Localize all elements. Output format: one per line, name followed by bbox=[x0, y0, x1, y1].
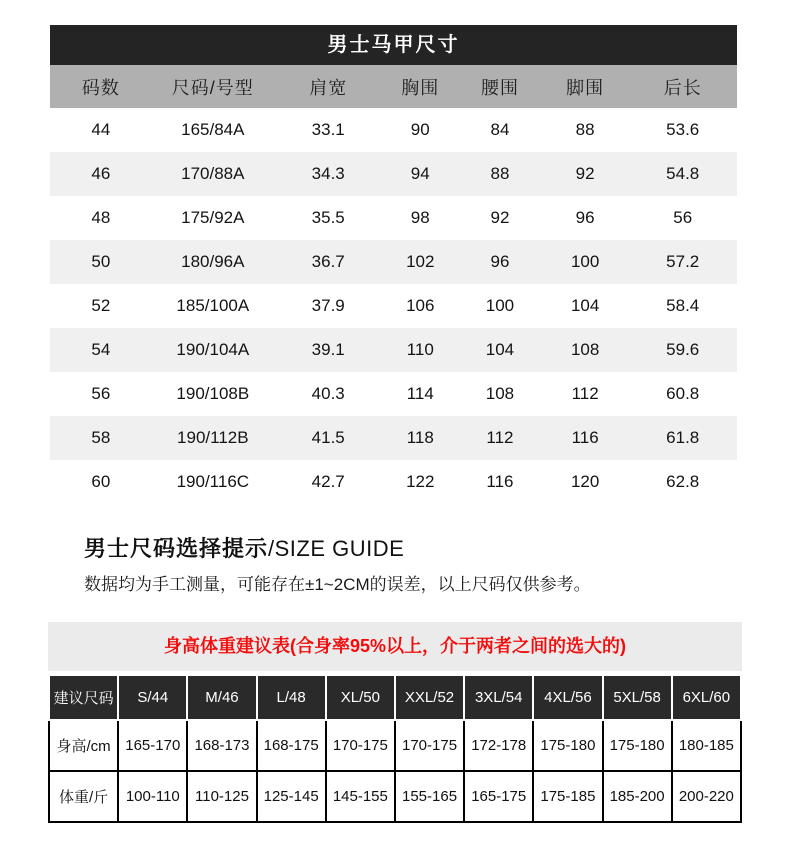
size-table-cell: 37.9 bbox=[311, 296, 345, 315]
suggestion-table-cell: 180-185 bbox=[672, 720, 741, 771]
size-guide-heading-en: /SIZE GUIDE bbox=[268, 536, 405, 561]
suggestion-table-header-cell: 建议尺码 bbox=[49, 675, 118, 720]
size-table-cell: 88 bbox=[458, 152, 542, 196]
size-guide-note: 数据均为手工测量，可能存在±1~2CM的误差，以上尺码仅供参考。 bbox=[84, 575, 591, 594]
size-table-cell: 34.3 bbox=[274, 152, 383, 196]
size-table-cell: 48 bbox=[91, 208, 111, 227]
size-table-cell: 190/112B bbox=[152, 416, 274, 460]
size-table-row bbox=[50, 284, 737, 328]
size-table-cell: 102 bbox=[382, 240, 458, 284]
size-table-cell: 90 bbox=[410, 120, 430, 139]
size-table-cell: 41.5 bbox=[274, 416, 383, 460]
size-table-cell: 40.3 bbox=[311, 384, 345, 403]
suggestion-table-cell: 155-165 bbox=[395, 771, 464, 822]
size-table-cell: 190/116C bbox=[176, 472, 250, 491]
suggestion-table-cell: 100-110 bbox=[118, 771, 187, 822]
size-table-cell: 112 bbox=[571, 384, 599, 403]
size-table-row bbox=[50, 460, 737, 504]
size-table-header-cell: 码数 bbox=[50, 65, 152, 108]
suggestion-table-header-cell: 3XL/54 bbox=[464, 675, 533, 720]
size-table-cell: 94 bbox=[382, 152, 458, 196]
size-table-section bbox=[50, 25, 737, 504]
suggestion-table-cell: 170-175 bbox=[395, 720, 464, 771]
suggestion-table-cell: 110-125 bbox=[187, 771, 256, 822]
suggestion-table-header-cell: 4XL/56 bbox=[533, 675, 602, 720]
suggestion-table-cell: 175-185 bbox=[533, 771, 602, 822]
size-table-cell: 35.5 bbox=[311, 208, 345, 227]
suggestion-table-header-cell: 5XL/58 bbox=[603, 675, 672, 720]
size-table-cell: 57.2 bbox=[628, 240, 737, 284]
suggestion-table-header-row bbox=[49, 675, 741, 720]
suggestion-table-header-cell: XL/50 bbox=[326, 675, 395, 720]
size-table-cell: 60 bbox=[91, 472, 111, 491]
suggestion-table-cell: 168-175 bbox=[257, 720, 326, 771]
size-table-header-cell: 脚围 bbox=[542, 65, 629, 108]
size-table-cell: 84 bbox=[490, 120, 510, 139]
suggestion-table-header-cell: M/46 bbox=[187, 675, 256, 720]
suggestion-table-header-cell: S/44 bbox=[118, 675, 187, 720]
size-table-cell: 104 bbox=[570, 296, 600, 315]
size-table-row bbox=[50, 416, 737, 460]
suggestion-table-cell: 185-200 bbox=[603, 771, 672, 822]
size-table-cell: 108 bbox=[542, 328, 629, 372]
size-table-cell: 170/88A bbox=[152, 152, 274, 196]
size-table-row bbox=[50, 196, 737, 240]
size-table-header-cell: 腰围 bbox=[458, 65, 542, 108]
suggestion-table-row bbox=[49, 771, 741, 822]
size-table-row bbox=[50, 240, 737, 284]
size-table-cell: 106 bbox=[406, 296, 435, 315]
suggestion-table-section bbox=[48, 622, 742, 823]
size-table-header-cell: 肩宽 bbox=[274, 65, 383, 108]
size-table-cell: 165/84A bbox=[181, 120, 245, 139]
size-table-cell: 88 bbox=[575, 120, 595, 139]
size-table-cell: 56 bbox=[673, 208, 693, 227]
size-table-row bbox=[50, 328, 737, 372]
size-table-cell: 114 bbox=[406, 384, 434, 403]
suggestion-table-cell: 168-173 bbox=[187, 720, 256, 771]
size-table-cell: 54 bbox=[50, 328, 152, 372]
size-table-cell: 122 bbox=[406, 472, 435, 491]
suggestion-table-header-cell: 6XL/60 bbox=[672, 675, 741, 720]
size-table-cell: 96 bbox=[575, 208, 595, 227]
size-table-cell: 58.4 bbox=[666, 296, 700, 315]
size-table-cell: 44 bbox=[91, 120, 111, 139]
suggestion-table-title: 身高体重建议表(合身率95%以上，介于两者之间的选大的) bbox=[48, 622, 742, 671]
size-table-cell: 46 bbox=[50, 152, 152, 196]
size-table-cell: 175/92A bbox=[181, 208, 245, 227]
size-table-cell: 108 bbox=[485, 384, 515, 403]
suggestion-table-cell: 身高/cm bbox=[49, 720, 118, 771]
suggestion-table-cell: 175-180 bbox=[603, 720, 672, 771]
size-table-cell: 58 bbox=[50, 416, 152, 460]
size-guide-heading-cn: 男士尺码选择提示 bbox=[84, 536, 269, 561]
suggestion-table-header-cell: XXL/52 bbox=[395, 675, 464, 720]
size-table-cell: 98 bbox=[410, 208, 430, 227]
suggestion-table-cell: 125-145 bbox=[257, 771, 326, 822]
suggestion-table-cell: 175-180 bbox=[533, 720, 602, 771]
size-table-header-cell: 尺码/号型 bbox=[152, 65, 274, 108]
size-table-header-cell: 胸围 bbox=[382, 65, 458, 108]
suggestion-table-row bbox=[49, 720, 741, 771]
size-table-cell: 53.6 bbox=[666, 120, 700, 139]
size-table-cell: 116 bbox=[486, 472, 514, 491]
suggestion-table-header-cell: L/48 bbox=[257, 675, 326, 720]
suggestion-table-cell: 体重/斤 bbox=[49, 771, 118, 822]
size-table-cell: 110 bbox=[382, 328, 458, 372]
suggestion-table-cell: 172-178 bbox=[464, 720, 533, 771]
size-table-cell: 190/104A bbox=[152, 328, 274, 372]
size-table-cell: 112 bbox=[458, 416, 542, 460]
size-table-cell: 52 bbox=[91, 296, 111, 315]
size-table-title: 男士马甲尺寸 bbox=[50, 25, 737, 65]
suggestion-table-cell: 200-220 bbox=[672, 771, 741, 822]
size-table-cell: 100 bbox=[485, 296, 515, 315]
size-table-header-cell: 后长 bbox=[628, 65, 737, 108]
size-table-cell: 190/108B bbox=[176, 384, 250, 403]
size-table-header-row bbox=[50, 65, 737, 108]
size-table-cell: 56 bbox=[91, 384, 111, 403]
suggestion-table bbox=[48, 674, 742, 823]
size-table-cell: 54.8 bbox=[628, 152, 737, 196]
size-table-cell: 96 bbox=[458, 240, 542, 284]
size-table-cell: 59.6 bbox=[628, 328, 737, 372]
size-guide-heading bbox=[84, 536, 744, 562]
size-table-cell: 116 bbox=[542, 416, 629, 460]
size-table-row bbox=[50, 108, 737, 152]
size-table-cell: 36.7 bbox=[274, 240, 383, 284]
size-table-cell: 118 bbox=[382, 416, 458, 460]
size-table-cell: 62.8 bbox=[666, 472, 700, 491]
size-table-cell: 104 bbox=[458, 328, 542, 372]
size-table-cell: 33.1 bbox=[311, 120, 345, 139]
size-table-cell: 120 bbox=[570, 472, 600, 491]
suggestion-table-cell: 170-175 bbox=[326, 720, 395, 771]
size-table-cell: 61.8 bbox=[628, 416, 737, 460]
size-table-cell: 60.8 bbox=[666, 384, 700, 403]
size-table-cell: 92 bbox=[490, 208, 510, 227]
size-table-row bbox=[50, 152, 737, 196]
size-table-cell: 180/96A bbox=[152, 240, 274, 284]
suggestion-table-cell: 165-170 bbox=[118, 720, 187, 771]
size-table-cell: 39.1 bbox=[274, 328, 383, 372]
suggestion-table-cell: 165-175 bbox=[464, 771, 533, 822]
size-guide-section bbox=[84, 536, 744, 596]
suggestion-table-cell: 145-155 bbox=[326, 771, 395, 822]
size-table-cell: 42.7 bbox=[311, 472, 345, 491]
size-table-cell: 100 bbox=[542, 240, 629, 284]
size-table-row bbox=[50, 372, 737, 416]
size-table-cell: 92 bbox=[542, 152, 629, 196]
size-table-cell: 185/100A bbox=[176, 296, 250, 315]
size-table bbox=[50, 65, 737, 504]
size-table-cell: 50 bbox=[50, 240, 152, 284]
